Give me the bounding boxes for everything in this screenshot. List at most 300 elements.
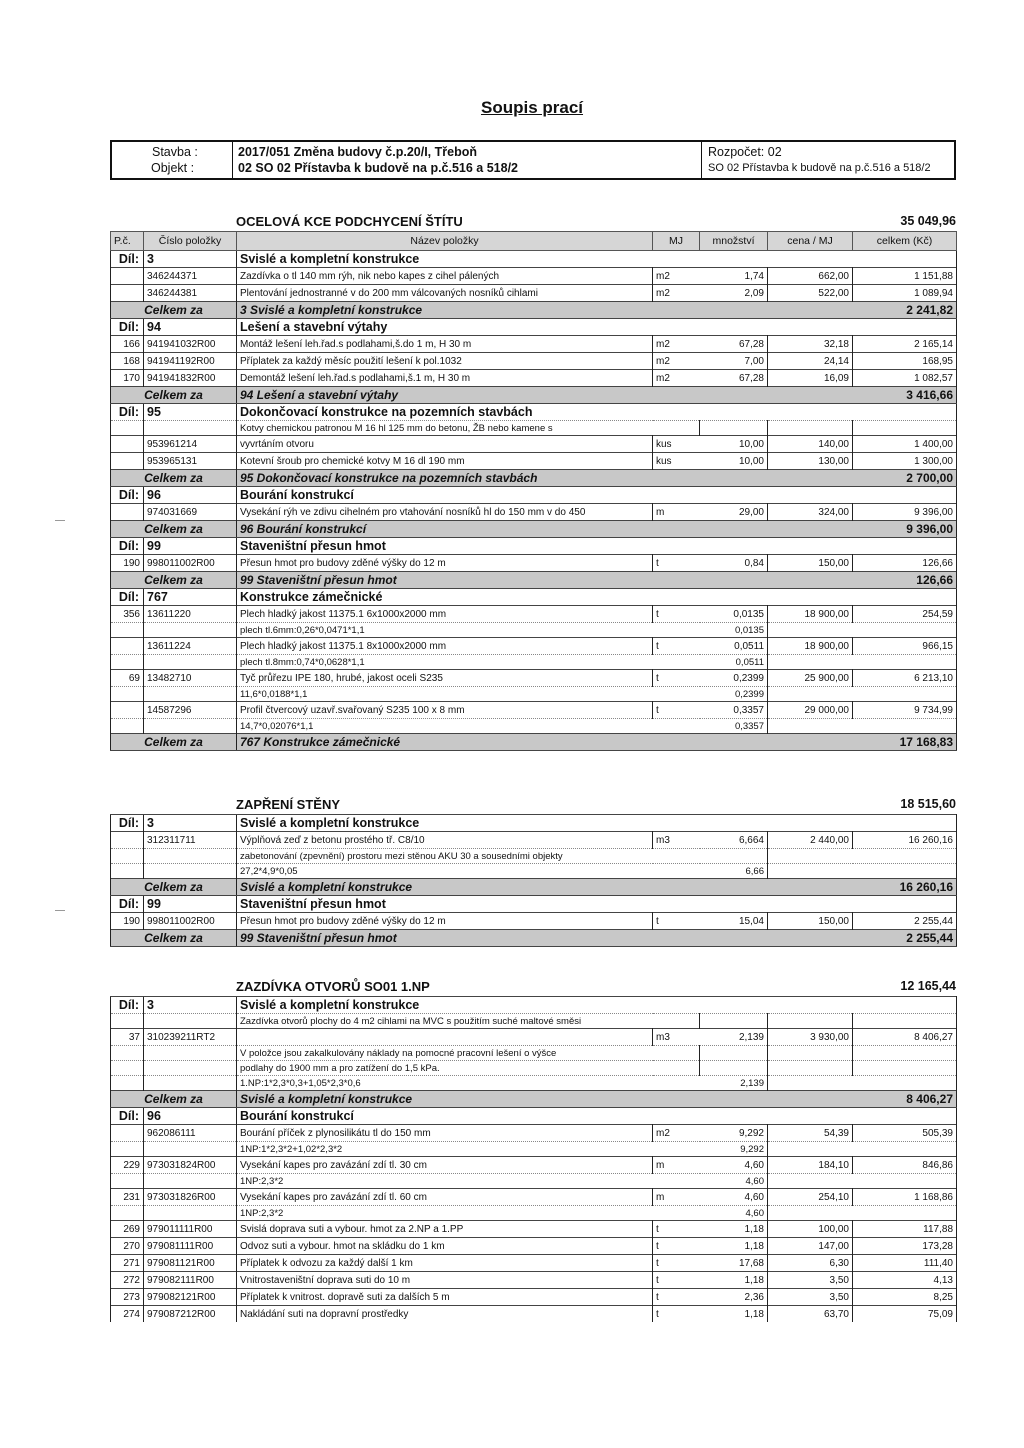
measure-quantity: 0,3357 xyxy=(700,719,768,734)
item-name: Tyč průřezu IPE 180, hrubé, jakost oceli S235 xyxy=(237,670,653,687)
measure-quantity: 2,139 xyxy=(700,1076,768,1091)
items-table xyxy=(110,996,957,1322)
item-quantity: 4,60 xyxy=(700,1189,768,1206)
division-name: Svislé a kompletní konstrukce xyxy=(237,997,957,1014)
measure-empty xyxy=(144,1206,237,1221)
item-pc: 190 xyxy=(111,555,144,572)
measure-empty xyxy=(111,687,144,702)
section-title: OCELOVÁ KCE PODCHYCENÍ ŠTÍTU xyxy=(236,214,463,229)
item-name: Plech hladký jakost 11375.1 8x1000x2000 mm xyxy=(237,638,653,655)
item-row xyxy=(111,336,957,353)
division-code: 3 xyxy=(144,815,237,832)
division-row xyxy=(111,589,957,606)
measure-row xyxy=(111,1142,957,1157)
measure-empty xyxy=(144,687,237,702)
item-total: 16 260,16 xyxy=(853,832,957,849)
items-table xyxy=(110,231,957,751)
measure-empty xyxy=(768,1174,853,1189)
item-quantity: 4,60 xyxy=(700,1157,768,1174)
item-unit-price: 147,00 xyxy=(768,1238,853,1255)
column-header-row xyxy=(111,232,957,251)
item-name: Výplňová zeď z betonu prostého tř. C8/10 xyxy=(237,832,653,849)
description-empty xyxy=(111,1046,144,1061)
item-row xyxy=(111,1289,957,1306)
item-code: 953965131 xyxy=(144,453,237,470)
division-row xyxy=(111,997,957,1014)
item-unit-price: 25 900,00 xyxy=(768,670,853,687)
project-header xyxy=(110,140,956,180)
item-quantity: 0,2399 xyxy=(700,670,768,687)
item-name: Odvoz suti a vybour. hmot na skládku do 1 km xyxy=(237,1238,653,1255)
item-quantity: 1,18 xyxy=(700,1306,768,1323)
subtotal-label: Celkem za xyxy=(111,879,237,896)
description-empty xyxy=(768,1061,853,1076)
subtotal-name: 99 Staveništní přesun hmot xyxy=(237,572,853,589)
measure-empty xyxy=(853,1142,957,1157)
item-name: Zazdívka o tl 140 mm rýh, nik nebo kapes z cihel pálených xyxy=(237,268,653,285)
column-header: cena / MJ xyxy=(768,232,853,251)
division-label: Díl: xyxy=(111,896,144,913)
item-total: 75,09 xyxy=(853,1306,957,1323)
item-total: 4,13 xyxy=(853,1272,957,1289)
measure-empty xyxy=(853,849,957,864)
subtotal-row xyxy=(111,470,957,487)
item-row xyxy=(111,913,957,930)
item-unit-price: 662,00 xyxy=(768,268,853,285)
item-unit: t xyxy=(653,913,700,930)
measure-empty xyxy=(768,719,853,734)
measure-empty xyxy=(144,655,237,670)
stavba-value: 2017/051 Změna budovy č.p.20/I, Třeboň xyxy=(238,145,477,159)
item-quantity: 0,0135 xyxy=(700,606,768,623)
scan-mark xyxy=(55,910,65,911)
division-label: Díl: xyxy=(111,997,144,1014)
division-label: Díl: xyxy=(111,815,144,832)
item-row xyxy=(111,1306,957,1323)
description-empty xyxy=(111,1061,144,1076)
item-row xyxy=(111,702,957,719)
item-pc: 274 xyxy=(111,1306,144,1323)
measure-empty xyxy=(853,655,957,670)
item-total: 2 165,14 xyxy=(853,336,957,353)
item-code: 979011111R00 xyxy=(144,1221,237,1238)
measure-empty xyxy=(144,849,237,864)
item-name: Bourání příček z plynosilikátu tl do 150 mm xyxy=(237,1125,653,1142)
item-quantity: 0,0511 xyxy=(700,638,768,655)
division-row xyxy=(111,404,957,421)
item-row xyxy=(111,1125,957,1142)
item-pc xyxy=(111,285,144,302)
item-row xyxy=(111,1189,957,1206)
measure-empty xyxy=(853,864,957,879)
item-row xyxy=(111,353,957,370)
subtotal-name: Svislé a kompletní konstrukce xyxy=(237,1091,853,1108)
measure-empty xyxy=(768,655,853,670)
measure-empty xyxy=(111,623,144,638)
section-total: 12 165,44 xyxy=(900,979,956,993)
item-unit: t xyxy=(653,1272,700,1289)
item-quantity: 29,00 xyxy=(700,504,768,521)
division-label: Díl: xyxy=(111,319,144,336)
item-pc: 272 xyxy=(111,1272,144,1289)
item-pc: 356 xyxy=(111,606,144,623)
item-quantity: 7,00 xyxy=(700,353,768,370)
item-pc xyxy=(111,268,144,285)
column-header: Číslo položky xyxy=(144,232,237,251)
measure-empty xyxy=(111,1206,144,1221)
description-text: podlahy do 1900 mm a pro zatížení do 1,5 kPa. xyxy=(237,1061,700,1076)
item-name: vyvrtáním otvoru xyxy=(237,436,653,453)
measure-quantity: 0,0135 xyxy=(700,623,768,638)
measure-empty xyxy=(768,864,853,879)
measure-empty xyxy=(111,1076,144,1091)
subtotal-label: Celkem za xyxy=(111,387,237,404)
item-unit-price: 140,00 xyxy=(768,436,853,453)
item-unit: t xyxy=(653,1221,700,1238)
item-total: 966,15 xyxy=(853,638,957,655)
item-code: 346244371 xyxy=(144,268,237,285)
division-name: Dokončovací konstrukce na pozemních stavbách xyxy=(237,404,957,421)
subtotal-value: 2 700,00 xyxy=(853,470,957,487)
item-pc xyxy=(111,832,144,849)
item-total: 111,40 xyxy=(853,1255,957,1272)
item-name: Nakládání suti na dopravní prostředky xyxy=(237,1306,653,1323)
item-unit-price: 130,00 xyxy=(768,453,853,470)
measure-quantity: 4,60 xyxy=(700,1206,768,1221)
division-name: Lešení a stavební výtahy xyxy=(237,319,957,336)
measure-empty xyxy=(111,719,144,734)
item-unit: m2 xyxy=(653,336,700,353)
item-name: Přesun hmot pro budovy zděné výšky do 12 m xyxy=(237,555,653,572)
item-total: 254,59 xyxy=(853,606,957,623)
item-total: 2 255,44 xyxy=(853,913,957,930)
item-code: 941941832R00 xyxy=(144,370,237,387)
measure-empty xyxy=(144,623,237,638)
item-unit: t xyxy=(653,1255,700,1272)
description-empty xyxy=(700,421,768,436)
item-unit: t xyxy=(653,670,700,687)
subtotal-label: Celkem za xyxy=(111,521,237,538)
item-row xyxy=(111,370,957,387)
measure-row xyxy=(111,623,957,638)
subtotal-name: 3 Svislé a kompletní konstrukce xyxy=(237,302,853,319)
item-code: 13482710 xyxy=(144,670,237,687)
item-row xyxy=(111,670,957,687)
item-quantity: 6,664 xyxy=(700,832,768,849)
subtotal-name: Svislé a kompletní konstrukce xyxy=(237,879,853,896)
measure-empty xyxy=(853,719,957,734)
measure-empty xyxy=(144,1142,237,1157)
measure-formula: 11,6*0,0188*1,1 xyxy=(237,687,700,702)
item-row xyxy=(111,555,957,572)
division-name: Konstrukce zámečnické xyxy=(237,589,957,606)
division-label: Díl: xyxy=(111,1108,144,1125)
item-quantity: 15,04 xyxy=(700,913,768,930)
item-pc xyxy=(111,453,144,470)
measure-empty xyxy=(853,1174,957,1189)
division-name: Bourání konstrukcí xyxy=(237,1108,957,1125)
measure-row xyxy=(111,1206,957,1221)
subtotal-label: Celkem za xyxy=(111,470,237,487)
item-pc: 273 xyxy=(111,1289,144,1306)
item-pc: 270 xyxy=(111,1238,144,1255)
description-empty xyxy=(853,1061,957,1076)
item-row xyxy=(111,1157,957,1174)
item-code: 13611224 xyxy=(144,638,237,655)
measure-empty xyxy=(853,623,957,638)
item-row xyxy=(111,832,957,849)
measure-quantity: 4,60 xyxy=(700,1174,768,1189)
item-unit-price: 150,00 xyxy=(768,913,853,930)
item-code: 346244381 xyxy=(144,285,237,302)
item-unit: m2 xyxy=(653,285,700,302)
measure-empty xyxy=(144,864,237,879)
description-empty xyxy=(853,1046,957,1061)
item-unit-price: 63,70 xyxy=(768,1306,853,1323)
subtotal-name: 99 Staveništní přesun hmot xyxy=(237,930,853,947)
item-row xyxy=(111,638,957,655)
subtotal-value: 9 396,00 xyxy=(853,521,957,538)
measure-row xyxy=(111,655,957,670)
item-code: 941941032R00 xyxy=(144,336,237,353)
measure-row xyxy=(111,719,957,734)
item-name: Svislá doprava suti a vybour. hmot za 2.NP a 1.PP xyxy=(237,1221,653,1238)
item-total: 8 406,27 xyxy=(853,1029,957,1046)
scan-mark xyxy=(55,520,65,521)
item-unit-price: 54,39 xyxy=(768,1125,853,1142)
description-row xyxy=(111,1061,957,1076)
subtotal-row xyxy=(111,1091,957,1108)
item-quantity: 2,139 xyxy=(700,1029,768,1046)
description-empty xyxy=(144,1014,237,1029)
division-code: 94 xyxy=(144,319,237,336)
column-header: množství xyxy=(700,232,768,251)
measure-row xyxy=(111,864,957,879)
subtotal-row xyxy=(111,521,957,538)
objekt-label: Objekt : xyxy=(151,161,195,175)
item-quantity: 17,68 xyxy=(700,1255,768,1272)
division-label: Díl: xyxy=(111,487,144,504)
division-row xyxy=(111,487,957,504)
item-code: 13611220 xyxy=(144,606,237,623)
item-unit-price: 3,50 xyxy=(768,1289,853,1306)
division-name: Svislé a kompletní konstrukce xyxy=(237,815,957,832)
item-quantity: 0,84 xyxy=(700,555,768,572)
division-code: 3 xyxy=(144,251,237,268)
measure-formula: 27,2*4,9*0,05 xyxy=(237,864,700,879)
item-name: Vnitrostaveništní doprava suti do 10 m xyxy=(237,1272,653,1289)
division-label: Díl: xyxy=(111,589,144,606)
item-total: 168,95 xyxy=(853,353,957,370)
subtotal-label: Celkem za xyxy=(111,734,237,751)
description-empty xyxy=(111,421,144,436)
item-row xyxy=(111,1238,957,1255)
column-header: celkem (Kč) xyxy=(853,232,957,251)
subtotal-name: 96 Bourání konstrukcí xyxy=(237,521,853,538)
subtotal-label: Celkem za xyxy=(111,572,237,589)
item-pc: 271 xyxy=(111,1255,144,1272)
item-unit: m xyxy=(653,504,700,521)
measure-formula: zabetonování (zpevnění) prostoru mezi stěnou AKU 30 a sousedními objekty xyxy=(237,849,700,864)
item-unit-price: 150,00 xyxy=(768,555,853,572)
item-name: Příplatek k odvozu za každý další 1 km xyxy=(237,1255,653,1272)
measure-empty xyxy=(853,1206,957,1221)
division-name: Staveništní přesun hmot xyxy=(237,538,957,555)
subtotal-row xyxy=(111,879,957,896)
item-unit: m xyxy=(653,1157,700,1174)
item-total: 126,66 xyxy=(853,555,957,572)
item-unit-price: 16,09 xyxy=(768,370,853,387)
column-header: MJ xyxy=(653,232,700,251)
measure-formula: 1NP:2,3*2 xyxy=(237,1174,700,1189)
item-code: 979082121R00 xyxy=(144,1289,237,1306)
item-unit: t xyxy=(653,555,700,572)
measure-empty xyxy=(853,687,957,702)
item-unit-price: 254,10 xyxy=(768,1189,853,1206)
measure-empty xyxy=(111,1142,144,1157)
item-unit-price: 18 900,00 xyxy=(768,606,853,623)
item-total: 1 400,00 xyxy=(853,436,957,453)
measure-empty xyxy=(768,1142,853,1157)
item-name: Příplatek za každý měsíc použití lešení k pol.1032 xyxy=(237,353,653,370)
item-total: 8,25 xyxy=(853,1289,957,1306)
division-code: 3 xyxy=(144,997,237,1014)
measure-formula: 1NP:2,3*2 xyxy=(237,1206,700,1221)
measure-row xyxy=(111,849,957,864)
item-total: 1 300,00 xyxy=(853,453,957,470)
measure-formula: 1NP:1*2,3*2+1,02*2,3*2 xyxy=(237,1142,700,1157)
description-empty xyxy=(768,1046,853,1061)
subtotal-value: 16 260,16 xyxy=(853,879,957,896)
item-pc: 269 xyxy=(111,1221,144,1238)
item-unit-price: 522,00 xyxy=(768,285,853,302)
item-code: 974031669 xyxy=(144,504,237,521)
column-header: P.č. xyxy=(111,232,144,251)
measure-empty xyxy=(111,655,144,670)
section-total: 35 049,96 xyxy=(900,214,956,228)
item-pc xyxy=(111,436,144,453)
item-unit: m2 xyxy=(653,370,700,387)
item-unit-price: 184,10 xyxy=(768,1157,853,1174)
division-code: 99 xyxy=(144,896,237,913)
measure-empty xyxy=(111,864,144,879)
rozpocet-name: SO 02 Přístavba k budově na p.č.516 a 518/2 xyxy=(708,162,931,174)
division-name: Svislé a kompletní konstrukce xyxy=(237,251,957,268)
item-code: 979081121R00 xyxy=(144,1255,237,1272)
item-unit: t xyxy=(653,1289,700,1306)
description-row xyxy=(111,421,957,436)
item-name: Profil čtvercový uzavř.svařovaný S235 100 x 8 mm xyxy=(237,702,653,719)
item-total: 1 089,94 xyxy=(853,285,957,302)
item-name: Vysekání rýh ve zdivu cihelném pro vtahování nosníků hl do 150 mm v do 450 xyxy=(237,504,653,521)
subtotal-value: 3 416,66 xyxy=(853,387,957,404)
item-total: 173,28 xyxy=(853,1238,957,1255)
item-unit-price: 32,18 xyxy=(768,336,853,353)
item-quantity: 2,36 xyxy=(700,1289,768,1306)
description-empty xyxy=(853,421,957,436)
subtotal-value: 2 241,82 xyxy=(853,302,957,319)
item-code: 998011002R00 xyxy=(144,555,237,572)
item-code: 312311711 xyxy=(144,832,237,849)
item-quantity: 2,09 xyxy=(700,285,768,302)
item-total: 1 168,86 xyxy=(853,1189,957,1206)
measure-empty xyxy=(768,849,853,864)
subtotal-row xyxy=(111,302,957,319)
subtotal-label: Celkem za xyxy=(111,930,237,947)
column-header: Název položky xyxy=(237,232,653,251)
subtotal-row xyxy=(111,734,957,751)
item-name: Vysekání kapes pro zavázání zdí tl. 60 cm xyxy=(237,1189,653,1206)
item-code: 14587296 xyxy=(144,702,237,719)
division-name: Staveništní přesun hmot xyxy=(237,896,957,913)
item-total: 117,88 xyxy=(853,1221,957,1238)
item-code: 979082111R00 xyxy=(144,1272,237,1289)
item-pc: 69 xyxy=(111,670,144,687)
subtotal-row xyxy=(111,930,957,947)
measure-row xyxy=(111,1174,957,1189)
item-pc: 190 xyxy=(111,913,144,930)
division-code: 96 xyxy=(144,487,237,504)
subtotal-name: 95 Dokončovací konstrukce na pozemních stavbách xyxy=(237,470,853,487)
description-text: Zazdívka otvorů plochy do 4 m2 cihlami na MVC s použitím suché maltové směsi xyxy=(237,1014,700,1029)
item-quantity: 1,18 xyxy=(700,1238,768,1255)
item-row xyxy=(111,1272,957,1289)
subtotal-name: 94 Lešení a stavební výtahy xyxy=(237,387,853,404)
item-quantity: 10,00 xyxy=(700,436,768,453)
description-empty xyxy=(700,1061,768,1076)
division-row xyxy=(111,896,957,913)
item-pc: 170 xyxy=(111,370,144,387)
section-title: ZAZDÍVKA OTVORŮ SO01 1.NP xyxy=(236,979,430,994)
measure-empty xyxy=(144,1174,237,1189)
division-label: Díl: xyxy=(111,538,144,555)
description-row xyxy=(111,1046,957,1061)
item-name: Plech hladký jakost 11375.1 6x1000x2000 mm xyxy=(237,606,653,623)
item-row xyxy=(111,1221,957,1238)
item-pc xyxy=(111,702,144,719)
item-unit-price: 29 000,00 xyxy=(768,702,853,719)
item-pc: 166 xyxy=(111,336,144,353)
item-row xyxy=(111,606,957,623)
description-empty xyxy=(144,1061,237,1076)
item-name: Demontáž lešení leh.řad.s podlahami,š.1 m, H 30 m xyxy=(237,370,653,387)
description-empty xyxy=(144,1046,237,1061)
item-total: 6 213,10 xyxy=(853,670,957,687)
division-code: 99 xyxy=(144,538,237,555)
item-total: 846,86 xyxy=(853,1157,957,1174)
item-row xyxy=(111,268,957,285)
measure-empty xyxy=(111,1174,144,1189)
measure-empty xyxy=(768,623,853,638)
item-unit: kus xyxy=(653,453,700,470)
item-unit: m2 xyxy=(653,268,700,285)
item-quantity: 67,28 xyxy=(700,370,768,387)
item-unit: t xyxy=(653,606,700,623)
item-name xyxy=(237,1029,653,1046)
measure-quantity xyxy=(700,849,768,864)
item-row xyxy=(111,453,957,470)
subtotal-value: 2 255,44 xyxy=(853,930,957,947)
item-total: 1 151,88 xyxy=(853,268,957,285)
item-quantity: 9,292 xyxy=(700,1125,768,1142)
item-quantity: 0,3357 xyxy=(700,702,768,719)
division-row xyxy=(111,815,957,832)
item-total: 9 396,00 xyxy=(853,504,957,521)
item-name: Přesun hmot pro budovy zděné výšky do 12 m xyxy=(237,913,653,930)
measure-quantity: 0,0511 xyxy=(700,655,768,670)
item-unit: m2 xyxy=(653,353,700,370)
item-name: Vysekání kapes pro zavázání zdí tl. 30 cm xyxy=(237,1157,653,1174)
